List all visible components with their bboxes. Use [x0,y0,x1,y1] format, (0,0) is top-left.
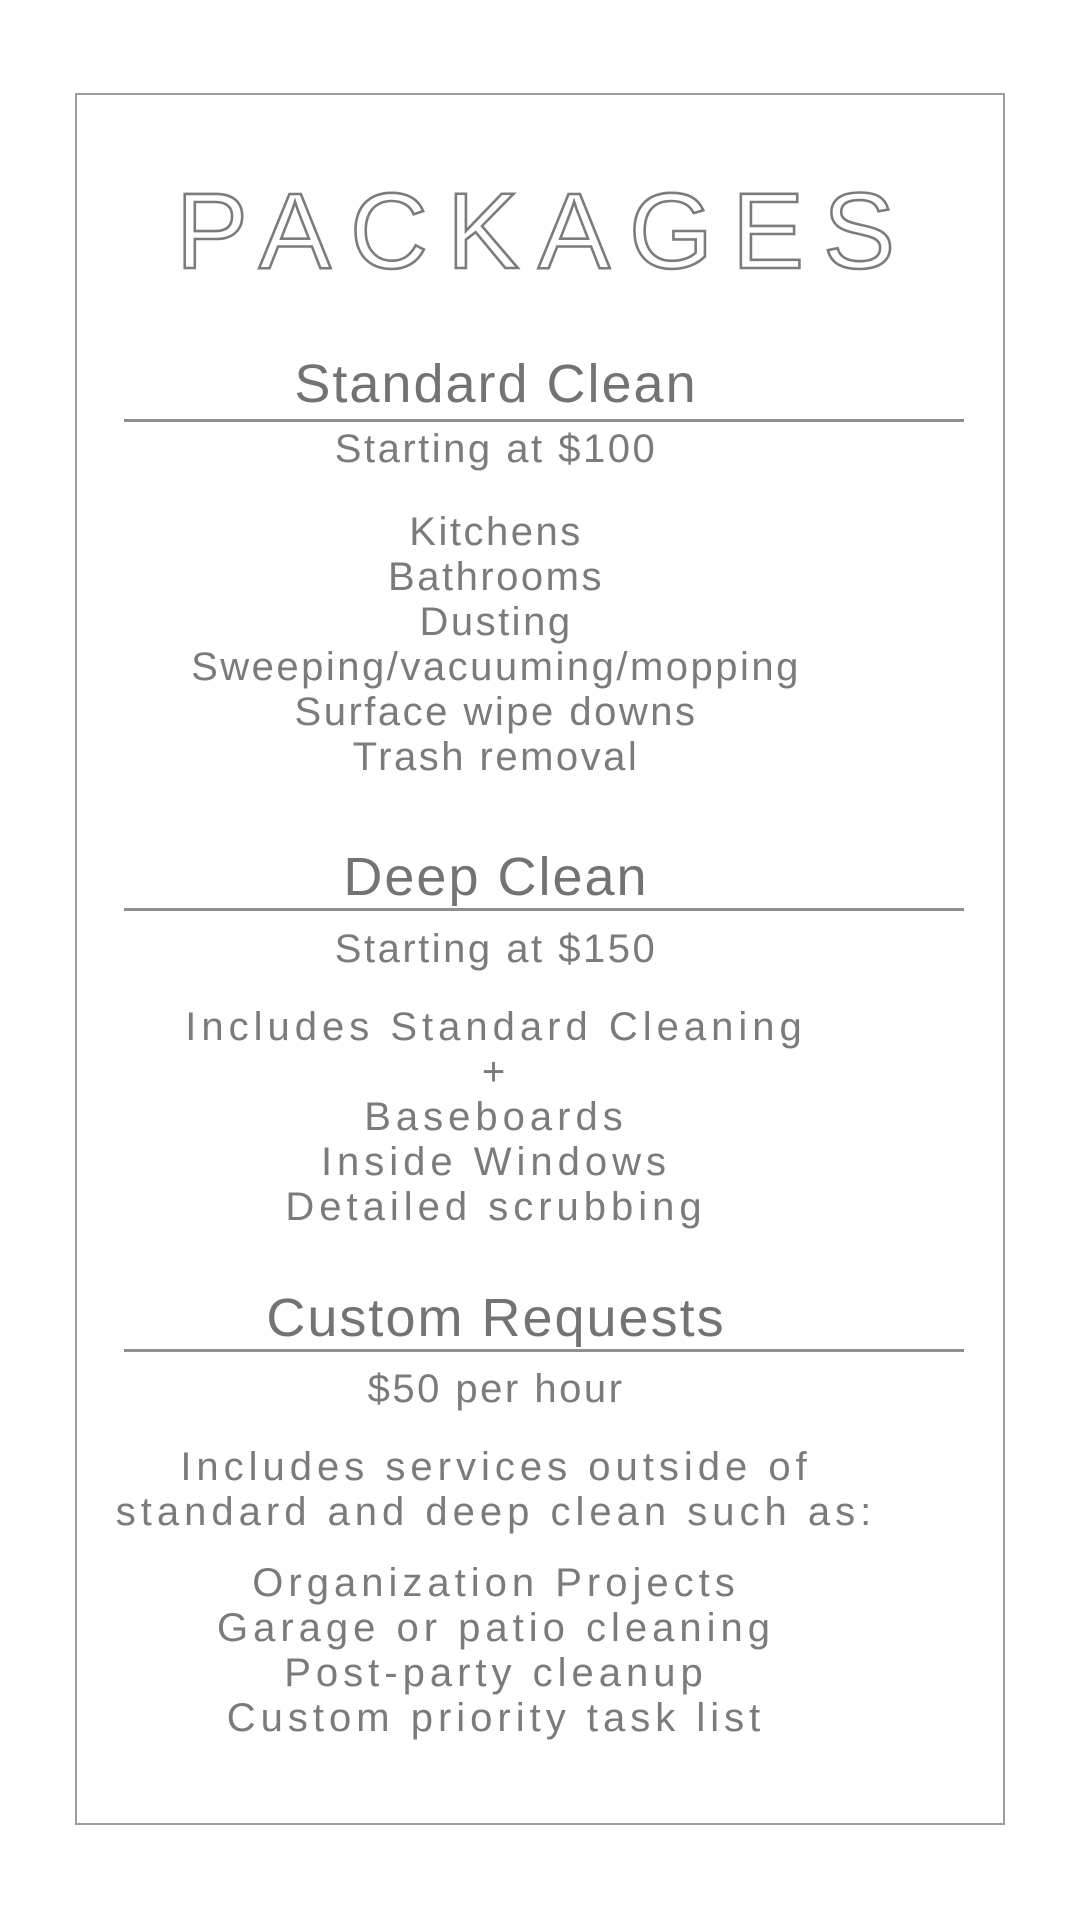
packages-card [75,93,1005,1825]
page-title: PACKAGES [175,170,915,291]
custom-requests-heading: Custom Requests [266,1288,726,1348]
service-item: Trash removal [352,735,640,779]
custom-requests-services [77,1561,915,1741]
section-deep-clean [77,847,1003,1230]
standard-clean-heading: Standard Clean [294,354,698,414]
deep-clean-price: Starting at $150 [334,927,658,971]
custom-requests-price: $50 per hour [367,1367,625,1411]
service-item: Dusting [419,600,573,644]
service-item: Inside Windows [320,1140,672,1184]
custom-requests-note [77,1445,915,1535]
standard-clean-services [77,510,915,780]
service-item: Post-party cleanup [284,1651,708,1695]
standard-clean-price: Starting at $100 [334,427,658,471]
section-standard-clean [77,354,1003,780]
service-item: Custom priority task list [226,1696,766,1740]
note-line: standard and deep clean such as: [115,1490,877,1534]
service-item: Garage or patio cleaning [216,1606,776,1650]
plus-separator: + [481,1050,511,1094]
service-item: Detailed scrubbing [285,1185,707,1229]
divider-standard-clean [124,419,964,422]
deep-clean-services [77,1005,915,1230]
section-custom-requests [77,1288,1003,1741]
deep-clean-heading: Deep Clean [343,847,649,907]
note-line: Includes services outside of [180,1445,812,1489]
service-item: Sweeping/vacuuming/mopping [191,645,801,689]
service-item: Surface wipe downs [294,690,698,734]
service-item: Baseboards [364,1095,628,1139]
service-item: Includes Standard Cleaning [185,1005,807,1049]
service-item: Organization Projects [252,1561,740,1605]
divider-deep-clean [124,908,964,911]
divider-custom-requests [124,1349,964,1352]
service-item: Kitchens [409,510,583,554]
service-item: Bathrooms [388,555,604,599]
